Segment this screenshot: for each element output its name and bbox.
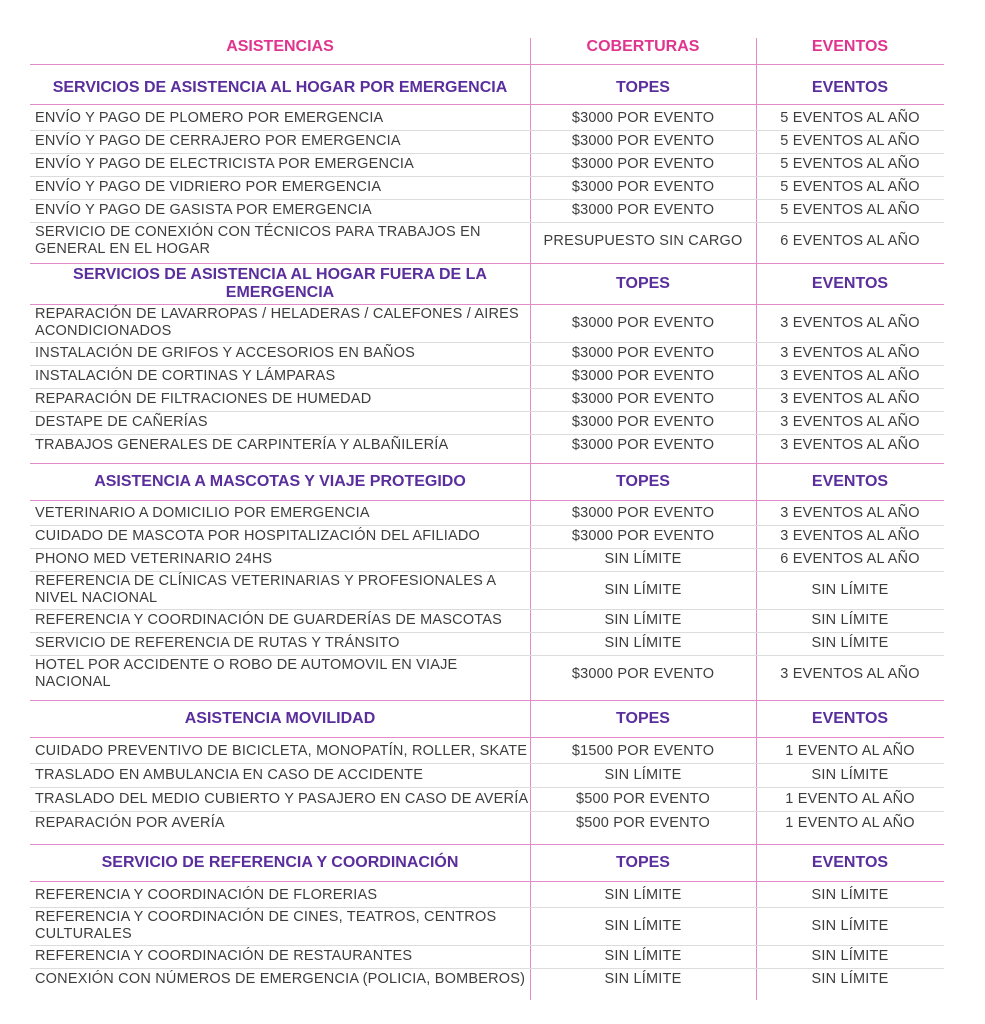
table-row [30, 811, 944, 835]
table-row [30, 968, 944, 991]
row-service: ENVÍO Y PAGO DE GASISTA POR EMERGENCIA [35, 202, 372, 218]
table-row [30, 525, 944, 549]
row-coverage: $3000 POR EVENTO [571, 437, 715, 453]
table-row [30, 342, 944, 366]
row-events: 5 EVENTOS AL AÑO [780, 179, 920, 195]
section-col-eventos: EVENTOS [811, 79, 889, 96]
row-service: REFERENCIA DE CLÍNICAS VETERINARIAS Y PROFESIONALES A NIVEL NACIONAL [35, 573, 496, 606]
table-row [30, 411, 944, 435]
row-events: SIN LÍMITE [811, 917, 889, 934]
table-row [30, 365, 944, 389]
section-col-topes: TOPES [616, 710, 670, 727]
row-events: 3 EVENTOS AL AÑO [780, 414, 920, 430]
row-service: SERVICIO DE CONEXIÓN CON TÉCNICOS PARA TRABAJOS EN GENERAL EN EL HOGAR [35, 224, 481, 257]
row-coverage: SIN LÍMITE [604, 551, 682, 567]
row-events: 3 EVENTOS AL AÑO [780, 665, 920, 682]
row-coverage: $3000 POR EVENTO [571, 368, 715, 384]
row-coverage: $3000 POR EVENTO [571, 179, 715, 195]
row-events: 3 EVENTOS AL AÑO [780, 314, 920, 331]
header-eventos: EVENTOS [811, 38, 889, 55]
row-coverage: $3000 POR EVENTO [571, 202, 715, 218]
table-row [30, 609, 944, 633]
section-title: ASISTENCIA A MASCOTAS Y VIAJE PROTEGIDO [94, 473, 466, 490]
section-header [30, 844, 944, 882]
row-coverage: SIN LÍMITE [604, 971, 682, 987]
row-events: 3 EVENTOS AL AÑO [780, 505, 920, 521]
header-asistencias: ASISTENCIAS [226, 38, 334, 55]
row-coverage: $3000 POR EVENTO [571, 110, 715, 126]
section-col-eventos: EVENTOS [811, 473, 889, 490]
section-title: SERVICIOS DE ASISTENCIA AL HOGAR FUERA DE LA EMERGENCIA [73, 266, 487, 301]
table-row [30, 304, 944, 343]
row-service: TRASLADO DEL MEDIO CUBIERTO Y PASAJERO EN CASO DE AVERÍA [35, 790, 529, 807]
row-events: 5 EVENTOS AL AÑO [780, 133, 920, 149]
row-service: SERVICIO DE REFERENCIA DE RUTAS Y TRÁNSITO [35, 635, 400, 651]
row-events: 6 EVENTOS AL AÑO [780, 232, 920, 249]
row-events: 1 EVENTO AL AÑO [785, 814, 915, 831]
section-col-topes: TOPES [616, 473, 670, 490]
section-header [30, 463, 944, 501]
row-service: ENVÍO Y PAGO DE VIDRIERO POR EMERGENCIA [35, 179, 382, 195]
row-service: REPARACIÓN DE FILTRACIONES DE HUMEDAD [35, 391, 372, 407]
row-coverage: PRESUPUESTO SIN CARGO [543, 232, 743, 249]
row-service: ENVÍO Y PAGO DE ELECTRICISTA POR EMERGENCIA [35, 156, 414, 172]
row-service: CUIDADO PREVENTIVO DE BICICLETA, MONOPATÍN, ROLLER, SKATE [35, 742, 528, 759]
row-service: REFERENCIA Y COORDINACIÓN DE CINES, TEATROS, CENTROS CULTURALES [35, 909, 497, 942]
table-row [30, 222, 944, 260]
table-row [30, 434, 944, 457]
row-service: REFERENCIA Y COORDINACIÓN DE RESTAURANTES [35, 948, 413, 964]
table-row [30, 787, 944, 812]
row-events: 3 EVENTOS AL AÑO [780, 368, 920, 384]
section-header [30, 72, 944, 105]
row-events: SIN LÍMITE [811, 887, 889, 903]
row-coverage: SIN LÍMITE [604, 766, 682, 783]
row-coverage: $3000 POR EVENTO [571, 505, 715, 521]
row-events: SIN LÍMITE [811, 766, 889, 783]
row-coverage: SIN LÍMITE [604, 635, 682, 651]
table-row [30, 945, 944, 969]
section-col-eventos: EVENTOS [811, 854, 889, 871]
row-events: 3 EVENTOS AL AÑO [780, 437, 920, 453]
row-events: SIN LÍMITE [811, 948, 889, 964]
table-row [30, 763, 944, 788]
row-coverage: $3000 POR EVENTO [571, 528, 715, 544]
row-events: 3 EVENTOS AL AÑO [780, 345, 920, 361]
row-service: VETERINARIO A DOMICILIO POR EMERGENCIA [35, 505, 370, 521]
table-row [30, 388, 944, 412]
row-events: 1 EVENTO AL AÑO [785, 742, 915, 759]
row-coverage: $1500 POR EVENTO [571, 742, 715, 759]
row-service: REPARACIÓN POR AVERÍA [35, 814, 225, 831]
table-row [30, 571, 944, 610]
row-events: 3 EVENTOS AL AÑO [780, 528, 920, 544]
row-service: REFERENCIA Y COORDINACIÓN DE FLORERIAS [35, 887, 378, 903]
row-service: TRASLADO EN AMBULANCIA EN CASO DE ACCIDENTE [35, 766, 424, 783]
section-header [30, 700, 944, 738]
table-row [30, 907, 944, 946]
row-events: SIN LÍMITE [811, 971, 889, 987]
row-events: 5 EVENTOS AL AÑO [780, 156, 920, 172]
row-service: INSTALACIÓN DE CORTINAS Y LÁMPARAS [35, 368, 336, 384]
table-row [30, 502, 944, 526]
row-coverage: $3000 POR EVENTO [571, 665, 715, 682]
row-service: REFERENCIA Y COORDINACIÓN DE GUARDERÍAS DE MASCOTAS [35, 612, 503, 628]
row-events: 1 EVENTO AL AÑO [785, 790, 915, 807]
row-coverage: $500 POR EVENTO [575, 790, 711, 807]
row-coverage: $3000 POR EVENTO [571, 391, 715, 407]
row-service: INSTALACIÓN DE GRIFOS Y ACCESORIOS EN BAÑOS [35, 345, 416, 361]
table-row [30, 548, 944, 572]
table-row [30, 107, 944, 131]
row-coverage: $3000 POR EVENTO [571, 156, 715, 172]
row-events: SIN LÍMITE [811, 635, 889, 651]
table-row [30, 632, 944, 656]
row-coverage: $3000 POR EVENTO [571, 314, 715, 331]
section-title: SERVICIOS DE ASISTENCIA AL HOGAR POR EMERGENCIA [52, 79, 508, 96]
row-service: TRABAJOS GENERALES DE CARPINTERÍA Y ALBAÑILERÍA [35, 437, 449, 453]
row-service: CONEXIÓN CON NÚMEROS DE EMERGENCIA (POLICIA, BOMBEROS) [35, 971, 526, 987]
row-coverage: $500 POR EVENTO [575, 814, 711, 831]
row-events: 5 EVENTOS AL AÑO [780, 110, 920, 126]
row-service: REPARACIÓN DE LAVARROPAS / HELADERAS / CALEFONES / AIRES ACONDICIONADOS [35, 306, 519, 339]
row-events: SIN LÍMITE [811, 612, 889, 628]
row-service: ENVÍO Y PAGO DE CERRAJERO POR EMERGENCIA [35, 133, 401, 149]
table-row [30, 199, 944, 223]
row-coverage: SIN LÍMITE [604, 612, 682, 628]
table-row [30, 739, 944, 764]
row-events: 6 EVENTOS AL AÑO [780, 551, 920, 567]
row-service: PHONO MED VETERINARIO 24HS [35, 551, 273, 567]
row-events: SIN LÍMITE [811, 581, 889, 598]
section-col-topes: TOPES [616, 79, 670, 96]
section-title: ASISTENCIA MOVILIDAD [184, 710, 376, 727]
table-header [30, 30, 944, 65]
row-coverage: $3000 POR EVENTO [571, 133, 715, 149]
table-row [30, 655, 944, 693]
table-row [30, 176, 944, 200]
table-row [30, 130, 944, 154]
row-coverage: $3000 POR EVENTO [571, 345, 715, 361]
section-title: SERVICIO DE REFERENCIA Y COORDINACIÓN [101, 854, 459, 871]
table-row [30, 884, 944, 908]
row-events: 5 EVENTOS AL AÑO [780, 202, 920, 218]
section-col-eventos: EVENTOS [811, 710, 889, 727]
row-coverage: $3000 POR EVENTO [571, 414, 715, 430]
row-coverage: SIN LÍMITE [604, 887, 682, 903]
section-col-topes: TOPES [616, 275, 670, 292]
header-coberturas: COBERTURAS [586, 38, 700, 55]
row-service: HOTEL POR ACCIDENTE O ROBO DE AUTOMOVIL EN VIAJE NACIONAL [35, 657, 458, 690]
section-header [30, 263, 944, 305]
section-col-eventos: EVENTOS [811, 275, 889, 292]
row-coverage: SIN LÍMITE [604, 948, 682, 964]
table-row [30, 153, 944, 177]
row-events: 3 EVENTOS AL AÑO [780, 391, 920, 407]
row-service: CUIDADO DE MASCOTA POR HOSPITALIZACIÓN DEL AFILIADO [35, 528, 481, 544]
row-service: ENVÍO Y PAGO DE PLOMERO POR EMERGENCIA [35, 110, 384, 126]
row-coverage: SIN LÍMITE [604, 581, 682, 598]
row-coverage: SIN LÍMITE [604, 917, 682, 934]
section-col-topes: TOPES [616, 854, 670, 871]
row-service: DESTAPE DE CAÑERÍAS [35, 414, 208, 430]
